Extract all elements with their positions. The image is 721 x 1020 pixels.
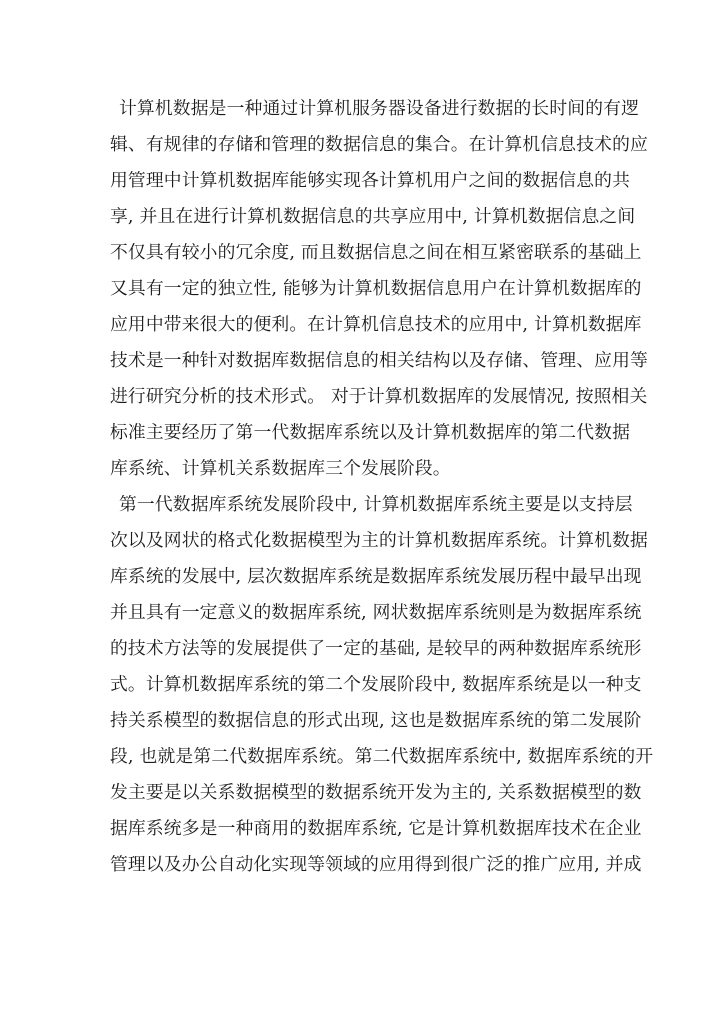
paragraph-1-line-1: 计算机数据是一种通过计算机服务器设备进行数据的长时间的有逻 [119, 98, 640, 119]
paragraph-1-line-7: 应用中带来很大的便利。在计算机信息技术的应用中, 计算机数据库 [110, 314, 642, 335]
paragraph-2-line-1: 第一代数据库系统发展阶段中, 计算机数据库系统主要是以支持层 [119, 494, 633, 515]
paragraph-2-line-11: 管理以及办公自动化实现等领域的应用得到很广泛的推广应用, 并成 [110, 854, 642, 875]
paragraph-1-line-8: 技术是一种针对数据库数据信息的相关结构以及存储、管理、应用等 [110, 350, 648, 371]
paragraph-1-line-5: 不仅具有较小的冗余度, 而且数据信息之间在相互紧密联系的基础上 [110, 242, 642, 263]
paragraph-2-line-8: 段, 也就是第二代数据库系统。第二代数据库系统中, 数据库系统的开 [110, 746, 654, 767]
paragraph-1-line-3: 用管理中计算机数据库能够实现各计算机用户之间的数据信息的共 [110, 170, 631, 191]
paragraph-1-line-6: 又具有一定的独立性, 能够为计算机数据信息用户在计算机数据库的 [110, 278, 642, 299]
paragraph-2-line-10: 据库系统多是一种商用的数据库系统, 它是计算机数据库技术在企业 [110, 818, 642, 839]
paragraph-2-line-3: 库系统的发展中, 层次数据库系统是数据库系统发展历程中最早出现 [110, 566, 642, 587]
paragraph-2-line-2: 次以及网状的格式化数据模型为主的计算机数据库系统。计算机数据 [110, 530, 648, 551]
paragraph-1-line-4: 享, 并且在进行计算机数据信息的共享应用中, 计算机数据信息之间 [110, 206, 636, 227]
paragraph-1-line-2: 辑、有规律的存储和管理的数据信息的集合。在计算机信息技术的应 [110, 134, 648, 155]
paragraph-2-line-6: 式。计算机数据库系统的第二个发展阶段中, 数据库系统是以一种支 [110, 674, 642, 695]
paragraph-1-line-11: 库系统、计算机关系数据库三个发展阶段。 [110, 458, 451, 479]
paragraph-1-line-10: 标准主要经历了第一代数据库系统以及计算机数据库的第二代数据 [110, 422, 631, 443]
paragraph-2-line-7: 持关系模型的数据信息的形式出现, 这也是数据库系统的第二发展阶 [110, 710, 642, 731]
paragraph-1-line-9: 进行研究分析的技术形式。 对于计算机数据库的发展情况, 按照相关 [110, 386, 648, 407]
paragraph-2-line-4: 并且具有一定意义的数据库系统, 网状数据库系统则是为数据库系统 [110, 602, 642, 623]
paragraph-2-line-9: 发主要是以关系数据模型的数据系统开发为主的, 关系数据模型的数 [110, 782, 642, 803]
paragraph-2-line-5: 的技术方法等的发展提供了一定的基础, 是较早的两种数据库系统形 [110, 638, 642, 659]
